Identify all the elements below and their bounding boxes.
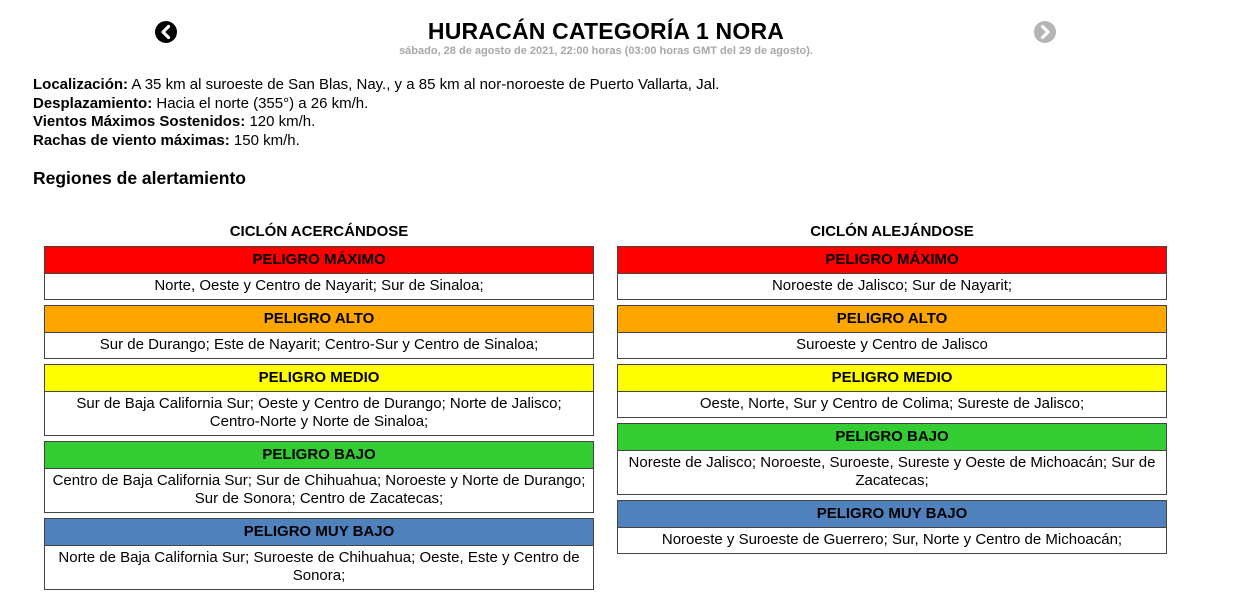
info-desplazamiento <box>33 95 719 114</box>
level-label: PELIGRO MÁXIMO <box>618 247 1166 274</box>
page-subtitle: sábado, 28 de agosto de 2021, 22:00 horas (03:00 horas GMT del 29 de agosto). <box>399 45 813 57</box>
level-regions: Sur de Durango; Este de Nayarit; Centro-Sur y Centro de Sinaloa; <box>45 333 593 358</box>
level-label: PELIGRO ALTO <box>618 306 1166 333</box>
page-title: HURACÁN CATEGORÍA 1 NORA <box>427 18 785 44</box>
level-muy-bajo <box>44 518 594 590</box>
rachas-value: 150 km/h. <box>229 131 300 149</box>
desplazamiento-value: Hacia el norte (355°) a 26 km/h. <box>152 94 369 112</box>
chevron-right-circle-icon <box>1034 21 1056 43</box>
desplazamiento-label: Desplazamiento: <box>33 94 153 112</box>
level-medio <box>44 364 594 436</box>
vientos-value: 120 km/h. <box>245 113 316 130</box>
level-regions: Noreste de Jalisco; Noroeste, Suroeste, Sureste y Oeste de Michoacán; Sur de Zacatecas; <box>618 451 1166 494</box>
info-localizacion <box>33 76 719 95</box>
vientos-label: Vientos Máximos Sostenidos: <box>33 113 246 130</box>
level-regions: Noroeste de Jalisco; Sur de Nayarit; <box>618 274 1166 299</box>
level-alto <box>44 305 594 359</box>
level-bajo <box>44 441 594 513</box>
info-vientos <box>33 113 719 132</box>
level-medio <box>617 364 1167 418</box>
level-label: PELIGRO MÁXIMO <box>45 247 593 274</box>
level-regions: Sur de Baja California Sur; Oeste y Centro de Durango; Norte de Jalisco; Centro-Norte y Norte de Sinaloa; <box>45 392 593 435</box>
level-regions: Suroeste y Centro de Jalisco <box>618 333 1166 358</box>
level-label: PELIGRO MEDIO <box>45 365 593 392</box>
storm-info <box>33 76 719 150</box>
column-title: CICLÓN ACERCÁNDOSE <box>229 223 409 240</box>
level-label: PELIGRO MEDIO <box>618 365 1166 392</box>
level-maximo <box>44 246 594 300</box>
column-title: CICLÓN ALEJÁNDOSE <box>810 223 974 240</box>
level-bajo <box>617 423 1167 495</box>
info-rachas <box>33 132 719 151</box>
level-regions: Norte, Oeste y Centro de Nayarit; Sur de Sinaloa; <box>45 274 593 299</box>
level-regions: Noroeste y Suroeste de Guerrero; Sur, Norte y Centro de Michoacán; <box>618 528 1166 553</box>
next-button[interactable] <box>1034 21 1056 43</box>
column-alejandose <box>617 222 1167 559</box>
rachas-label: Rachas de viento máximas: <box>33 131 230 149</box>
localizacion-label: Localización: <box>33 76 129 93</box>
column-acercandose <box>44 222 594 595</box>
level-regions: Oeste, Norte, Sur y Centro de Colima; Sureste de Jalisco; <box>618 392 1166 417</box>
level-label: PELIGRO BAJO <box>45 442 593 469</box>
regions-heading: Regiones de alertamiento <box>33 168 246 188</box>
level-maximo <box>617 246 1167 300</box>
level-label: PELIGRO MUY BAJO <box>618 501 1166 528</box>
level-label: PELIGRO BAJO <box>618 424 1166 451</box>
level-label: PELIGRO ALTO <box>45 306 593 333</box>
level-label: PELIGRO MUY BAJO <box>45 519 593 546</box>
level-regions: Centro de Baja California Sur; Sur de Chihuahua; Noroeste y Norte de Durango; Sur de Sonora; Centro de Zacatecas; <box>45 469 593 512</box>
level-alto <box>617 305 1167 359</box>
level-regions: Norte de Baja California Sur; Suroeste de Chihuahua; Oeste, Este y Centro de Sonora; <box>45 546 593 589</box>
level-muy-bajo <box>617 500 1167 554</box>
localizacion-value: A 35 km al suroeste de San Blas, Nay., y a 85 km al nor-noroeste de Puerto Vallarta, Jal. <box>128 76 720 93</box>
